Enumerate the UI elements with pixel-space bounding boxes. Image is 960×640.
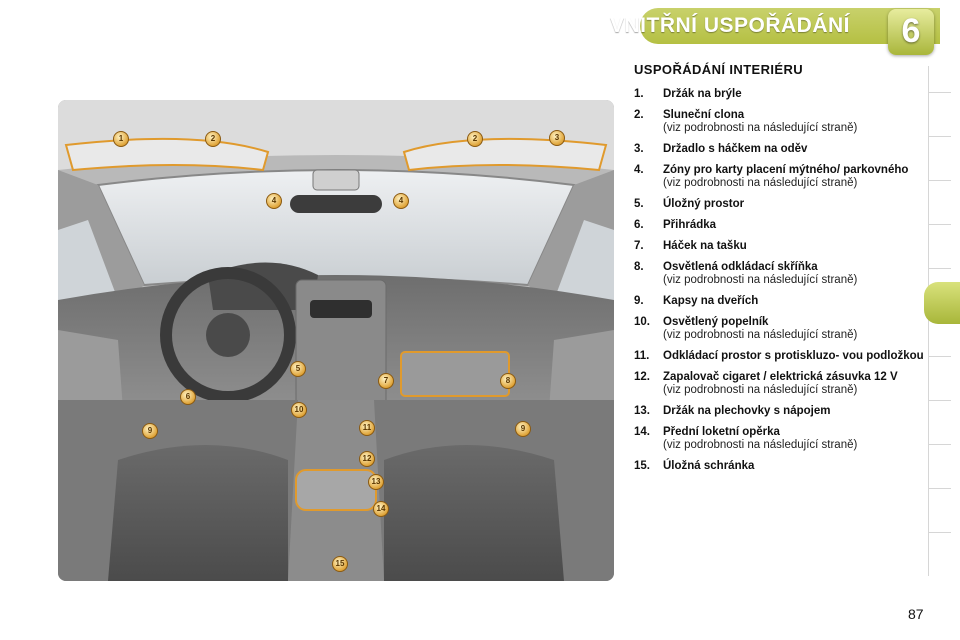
item-number: 6.: [634, 219, 644, 231]
tab-divider: [929, 532, 951, 533]
interior-illustration: [58, 100, 614, 581]
item-number: 2.: [634, 109, 644, 121]
item-label: Háček na tašku: [663, 240, 747, 252]
callout-marker: 6: [180, 389, 196, 405]
tab-divider: [929, 356, 951, 357]
callout-marker: 7: [378, 373, 394, 389]
callout-marker: 9: [142, 423, 158, 439]
item-number: 14.: [634, 426, 650, 438]
list-item: [634, 261, 924, 287]
item-number: 9.: [634, 295, 644, 307]
interior-items-list: [634, 88, 924, 481]
item-label: Zapalovač cigaret / elektrická zásuvka 12 V: [663, 371, 898, 383]
list-item: [634, 460, 924, 473]
callout-marker: 8: [500, 373, 516, 389]
tab-divider: [929, 136, 951, 137]
item-number: 13.: [634, 405, 650, 417]
list-item: [634, 198, 924, 211]
item-number: 10.: [634, 316, 650, 328]
chapter-badge: [888, 9, 934, 55]
item-note: (viz podrobnosti na následující straně): [663, 384, 858, 396]
item-label: Kapsy na dveřích: [663, 295, 759, 307]
callout-marker: 9: [515, 421, 531, 437]
callout-marker: 2: [205, 131, 221, 147]
item-number: 4.: [634, 164, 644, 176]
item-note: (viz podrobnosti na následující straně): [663, 122, 858, 134]
callout-marker: 12: [359, 451, 375, 467]
section-title: USPOŘÁDÁNÍ INTERIÉRU: [634, 62, 804, 77]
item-number: 5.: [634, 198, 644, 210]
item-note: (viz podrobnosti na následující straně): [663, 177, 858, 189]
item-number: 8.: [634, 261, 644, 273]
item-label: Držák na plechovky s nápojem: [663, 405, 831, 417]
callout-marker: 10: [291, 402, 307, 418]
item-label: Držadlo s háčkem na oděv: [663, 143, 808, 155]
list-item: [634, 240, 924, 253]
list-item: [634, 164, 924, 190]
item-label: Osvětlená odkládací skříňka: [663, 261, 818, 273]
callout-marker: 5: [290, 361, 306, 377]
list-item: [634, 426, 924, 452]
page-header: [0, 0, 960, 62]
item-label: Zóny pro karty placení mýtného/ parkovného: [663, 164, 909, 176]
list-item: [634, 109, 924, 135]
chapter-number: 6: [901, 12, 921, 50]
item-number: 11.: [634, 350, 650, 362]
item-number: 7.: [634, 240, 644, 252]
tab-divider: [929, 400, 951, 401]
list-item: [634, 295, 924, 308]
list-item: [634, 371, 924, 397]
list-item: [634, 219, 924, 232]
item-label: Držák na brýle: [663, 88, 742, 100]
tab-divider: [929, 224, 951, 225]
item-label: Sluneční clona: [663, 109, 745, 121]
item-note: (viz podrobnosti na následující straně): [663, 439, 858, 451]
list-item: [634, 350, 924, 363]
tab-divider: [929, 444, 951, 445]
callout-marker: 4: [266, 193, 282, 209]
list-item: [634, 405, 924, 418]
page-number: 87: [908, 606, 924, 622]
active-chapter-tab[interactable]: [924, 282, 960, 324]
item-number: 12.: [634, 371, 650, 383]
item-label: Úložná schránka: [663, 460, 755, 472]
callout-marker: 13: [368, 474, 384, 490]
item-label: Odkládací prostor s protiskluzo- vou podložkou: [663, 350, 924, 362]
item-number: 15.: [634, 460, 650, 472]
car-interior-drawing: [58, 100, 614, 581]
tab-divider: [929, 92, 951, 93]
tab-divider: [929, 488, 951, 489]
callout-marker: 1: [113, 131, 129, 147]
item-number: 3.: [634, 143, 644, 155]
list-item: [634, 316, 924, 342]
callout-marker: 2: [467, 131, 483, 147]
callout-marker: 11: [359, 420, 375, 436]
item-note: (viz podrobnosti na následující straně): [663, 274, 858, 286]
callout-marker: 15: [332, 556, 348, 572]
callout-marker: 4: [393, 193, 409, 209]
item-number: 1.: [634, 88, 644, 100]
chapter-title: VNITŘNÍ USPOŘÁDÁNÍ: [610, 14, 851, 37]
list-item: [634, 143, 924, 156]
callout-marker: 3: [549, 130, 565, 146]
item-label: Úložný prostor: [663, 198, 745, 210]
tab-divider: [929, 268, 951, 269]
callout-marker: 14: [373, 501, 389, 517]
item-label: Přední loketní opěrka: [663, 426, 780, 438]
item-note: (viz podrobnosti na následující straně): [663, 329, 858, 341]
tab-divider: [929, 180, 951, 181]
item-label: Osvětlený popelník: [663, 316, 769, 328]
item-label: Přihrádka: [663, 219, 717, 231]
list-item: [634, 88, 924, 101]
